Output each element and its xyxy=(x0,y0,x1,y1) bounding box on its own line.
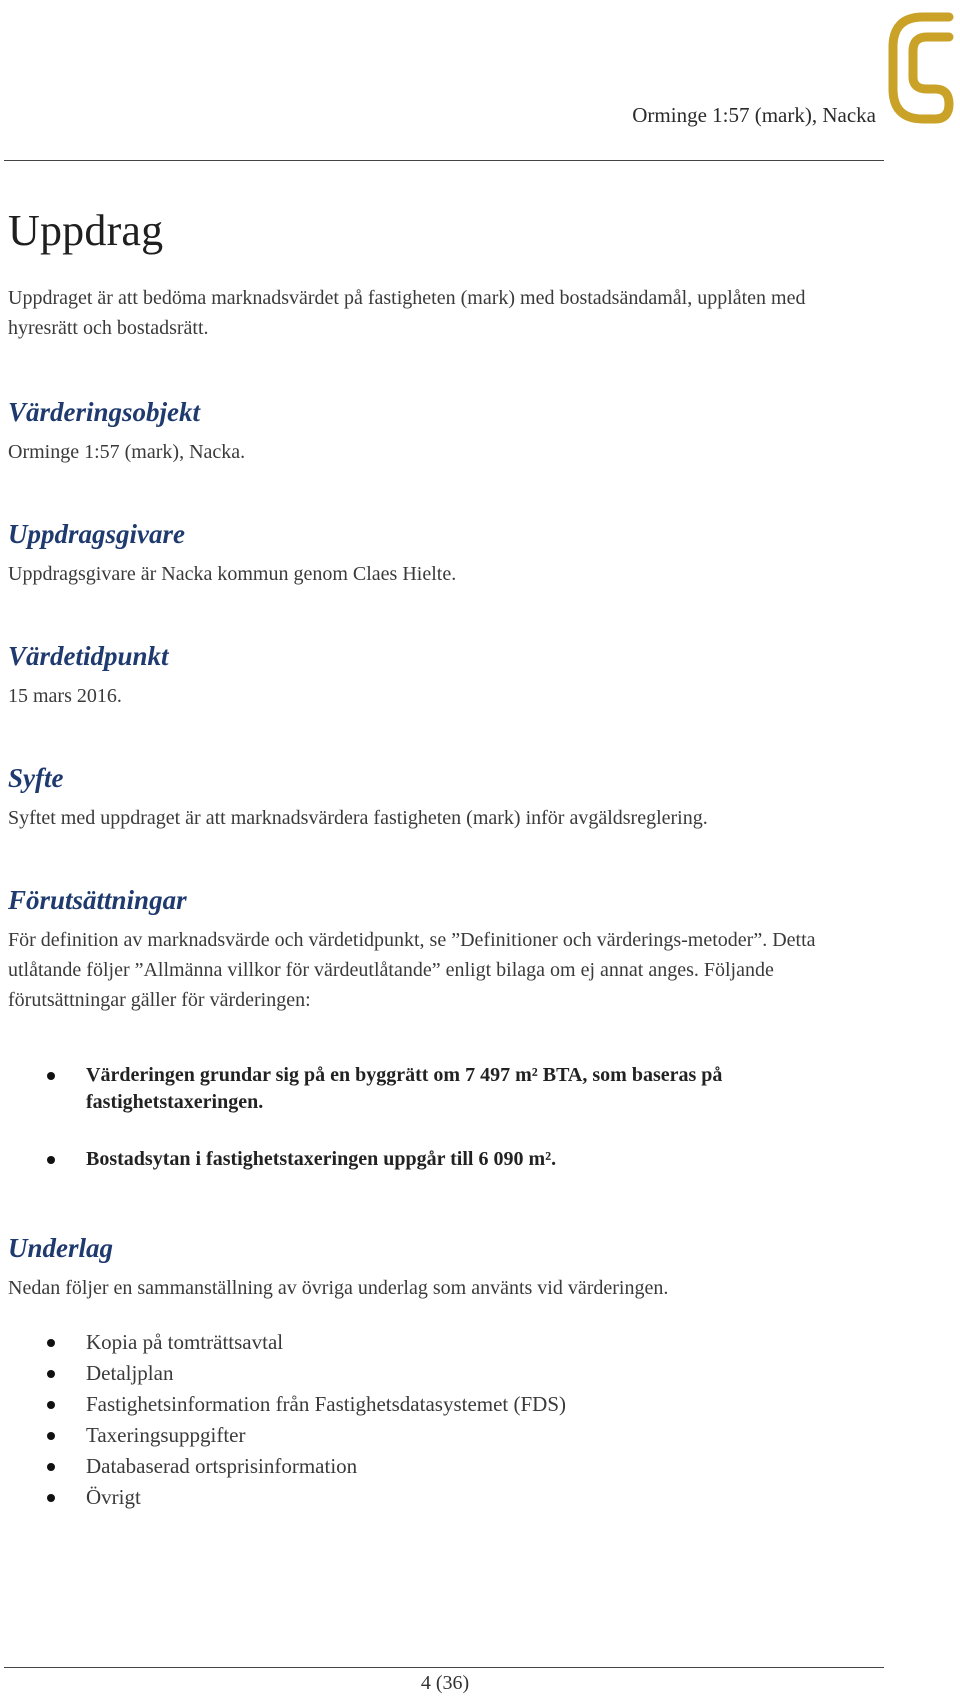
list-item-text: Taxeringsuppgifter xyxy=(86,1423,246,1447)
list-item xyxy=(0,1482,880,1513)
section-heading: Värderingsobjekt xyxy=(8,397,201,427)
list-item xyxy=(0,1420,880,1451)
list-item-text: Databaserad ortsprisinformation xyxy=(86,1454,358,1478)
bullet-icon xyxy=(47,1072,55,1080)
header-title: Orminge 1:57 (mark), Nacka xyxy=(632,103,876,127)
list-item-text: Detaljplan xyxy=(86,1361,174,1385)
list-item xyxy=(0,1062,880,1116)
section-heading: Uppdragsgivare xyxy=(8,519,185,549)
list-item-text: Övrigt xyxy=(86,1485,141,1509)
bullet-icon xyxy=(47,1463,55,1471)
section-underlag xyxy=(8,1232,878,1303)
section-text: 15 mars 2016. xyxy=(8,685,122,707)
list-item xyxy=(0,1327,880,1358)
section-vardetidpunkt xyxy=(8,640,878,711)
bullet-icon xyxy=(47,1156,55,1164)
list-item xyxy=(0,1146,880,1173)
section-heading: Värdetidpunkt xyxy=(8,641,169,671)
page-number: 4 (36) xyxy=(420,1672,470,1694)
section-forutsattningar xyxy=(8,884,878,1015)
list-item xyxy=(0,1451,880,1482)
list-item xyxy=(0,1358,880,1389)
bullet-icon xyxy=(47,1370,55,1378)
bullet-icon xyxy=(47,1494,55,1502)
section-text: Uppdragsgivare är Nacka kommun genom Claes Hielte. xyxy=(8,563,457,585)
section-text: Orminge 1:57 (mark), Nacka. xyxy=(8,441,246,463)
forutsattningar-list xyxy=(0,1062,880,1203)
section-heading: Underlag xyxy=(8,1233,114,1263)
section-uppdragsgivare xyxy=(8,518,878,589)
footer-divider xyxy=(4,1667,884,1668)
section-text: För definition av marknadsvärde och värdetidpunkt, se ”Definitioner och värderings-metoder”. Detta utlåtande följer ”Allmänna villkor för värdeutlåtande” enligt bilaga om ej annat anges. Följande förutsättningar gäller för värderingen: xyxy=(8,929,816,1011)
list-item-text: Värderingen grundar sig på en byggrätt om 7 497 m² BTA, som baseras på fastighetstaxeringen. xyxy=(86,1064,723,1113)
section-vardering-sobjekt xyxy=(8,396,878,467)
gold-bracket-logo-icon xyxy=(883,7,957,127)
bullet-icon xyxy=(47,1339,55,1347)
section-text: Nedan följer en sammanställning av övriga underlag som använts vid värderingen. xyxy=(8,1277,669,1299)
section-syfte xyxy=(8,762,878,833)
section-text: Syftet med uppdraget är att marknadsvärdera fastigheten (mark) inför avgäldsreglering. xyxy=(8,807,708,829)
list-item xyxy=(0,1389,880,1420)
header-divider xyxy=(4,160,884,161)
section-heading: Syfte xyxy=(8,763,64,793)
bullet-icon xyxy=(47,1432,55,1440)
section-heading: Förutsättningar xyxy=(8,885,187,915)
list-item-text: Fastighetsinformation från Fastighetsdatasystemet (FDS) xyxy=(86,1392,567,1416)
underlag-list xyxy=(0,1327,880,1513)
intro-paragraph: Uppdraget är att bedöma marknadsvärdet på fastigheten (mark) med bostadsändamål, upplåten med hyresrätt och bostadsrätt. xyxy=(8,287,806,339)
bullet-icon xyxy=(47,1401,55,1409)
page-title: Uppdrag xyxy=(8,206,164,255)
list-item-text: Kopia på tomträttsavtal xyxy=(86,1330,284,1354)
list-item-text: Bostadsytan i fastighetstaxeringen uppgår till 6 090 m². xyxy=(86,1148,557,1170)
